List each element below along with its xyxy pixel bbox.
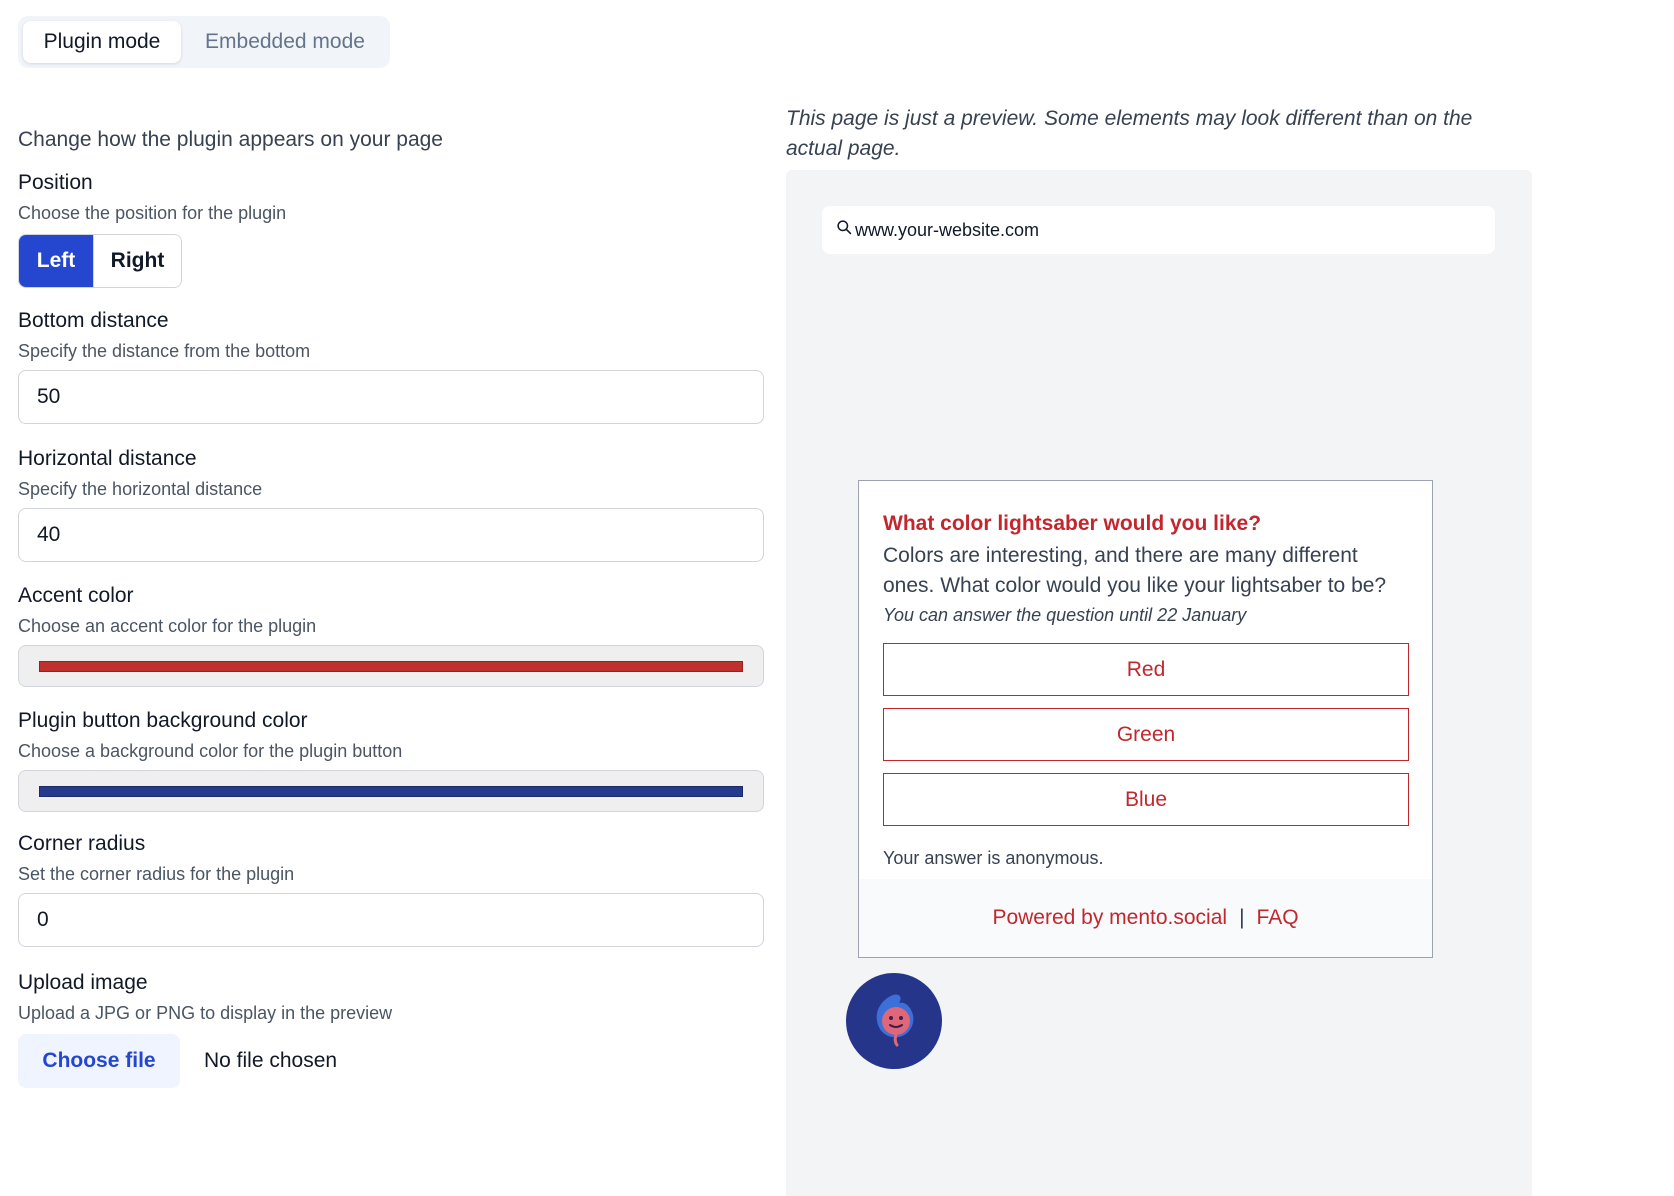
upload-image-section (18, 970, 764, 1088)
file-input (18, 1034, 764, 1088)
button-bg-color-section (18, 708, 764, 812)
answer-option-green[interactable]: Green (883, 708, 1409, 761)
bottom-distance-label: Bottom distance (18, 309, 169, 332)
position-label: Position (18, 171, 93, 194)
accent-color-picker[interactable] (18, 645, 764, 687)
bottom-distance-section (18, 308, 764, 424)
button-bg-color-picker[interactable] (18, 770, 764, 812)
widget-footer (859, 879, 1432, 957)
position-toggle (18, 234, 182, 288)
accent-color-section (18, 583, 764, 687)
url-bar (822, 206, 1495, 254)
upload-image-label: Upload image (18, 971, 148, 994)
preview-note: This page is just a preview. Some elements may look different than on the actual page. (786, 107, 1473, 160)
plugin-launcher-button[interactable] (846, 973, 942, 1069)
corner-radius-label: Corner radius (18, 832, 146, 855)
settings-intro: Change how the plugin appears on your page (18, 128, 443, 151)
button-bg-color-swatch (39, 786, 743, 797)
mascot-icon (869, 991, 919, 1052)
answer-option-red[interactable]: Red (883, 643, 1409, 696)
button-bg-color-label: Plugin button background color (18, 709, 308, 732)
answer-option-blue[interactable]: Blue (883, 773, 1409, 826)
tab-embedded-mode[interactable]: Embedded mode (205, 30, 365, 53)
question-widget (858, 480, 1433, 958)
faq-link[interactable]: FAQ (1256, 906, 1299, 929)
horizontal-distance-label: Horizontal distance (18, 447, 197, 470)
powered-by-link[interactable]: Powered by mento.social (992, 906, 1228, 929)
corner-radius-help: Set the corner radius for the plugin (18, 864, 295, 884)
answer-options (883, 643, 1408, 826)
mode-tabs (18, 16, 390, 68)
upload-image-help: Upload a JPG or PNG to display in the preview (18, 1003, 393, 1023)
accent-color-label: Accent color (18, 584, 134, 607)
button-bg-color-help: Choose a background color for the plugin button (18, 741, 403, 761)
corner-radius-section (18, 831, 764, 947)
horizontal-distance-help: Specify the horizontal distance (18, 479, 263, 499)
choose-file-button[interactable]: Choose file (18, 1034, 180, 1088)
preview-area (786, 170, 1532, 1196)
url-text: www.your-website.com (855, 219, 1040, 240)
position-left-button[interactable]: Left (19, 235, 93, 287)
position-section (18, 170, 764, 288)
anonymous-note: Your answer is anonymous. (883, 848, 1104, 868)
file-status: No file chosen (204, 1049, 338, 1072)
question-title: What color lightsaber would you like? (883, 512, 1262, 535)
accent-color-help: Choose an accent color for the plugin (18, 616, 317, 636)
horizontal-distance-section (18, 446, 764, 562)
position-right-button[interactable]: Right (93, 235, 181, 287)
position-help: Choose the position for the plugin (18, 203, 287, 223)
corner-radius-input[interactable]: 0 (18, 893, 764, 947)
bottom-distance-help: Specify the distance from the bottom (18, 341, 311, 361)
bottom-distance-input[interactable]: 50 (18, 370, 764, 424)
horizontal-distance-input[interactable]: 40 (18, 508, 764, 562)
tab-plugin-mode[interactable]: Plugin mode (23, 21, 181, 63)
question-description: Colors are interesting, and there are many different ones. What color would you like your lightsaber to be? (883, 544, 1387, 597)
accent-color-swatch (39, 661, 743, 672)
footer-separator: | (1239, 906, 1245, 929)
question-deadline: You can answer the question until 22 January (883, 605, 1247, 625)
search-icon (836, 219, 853, 241)
